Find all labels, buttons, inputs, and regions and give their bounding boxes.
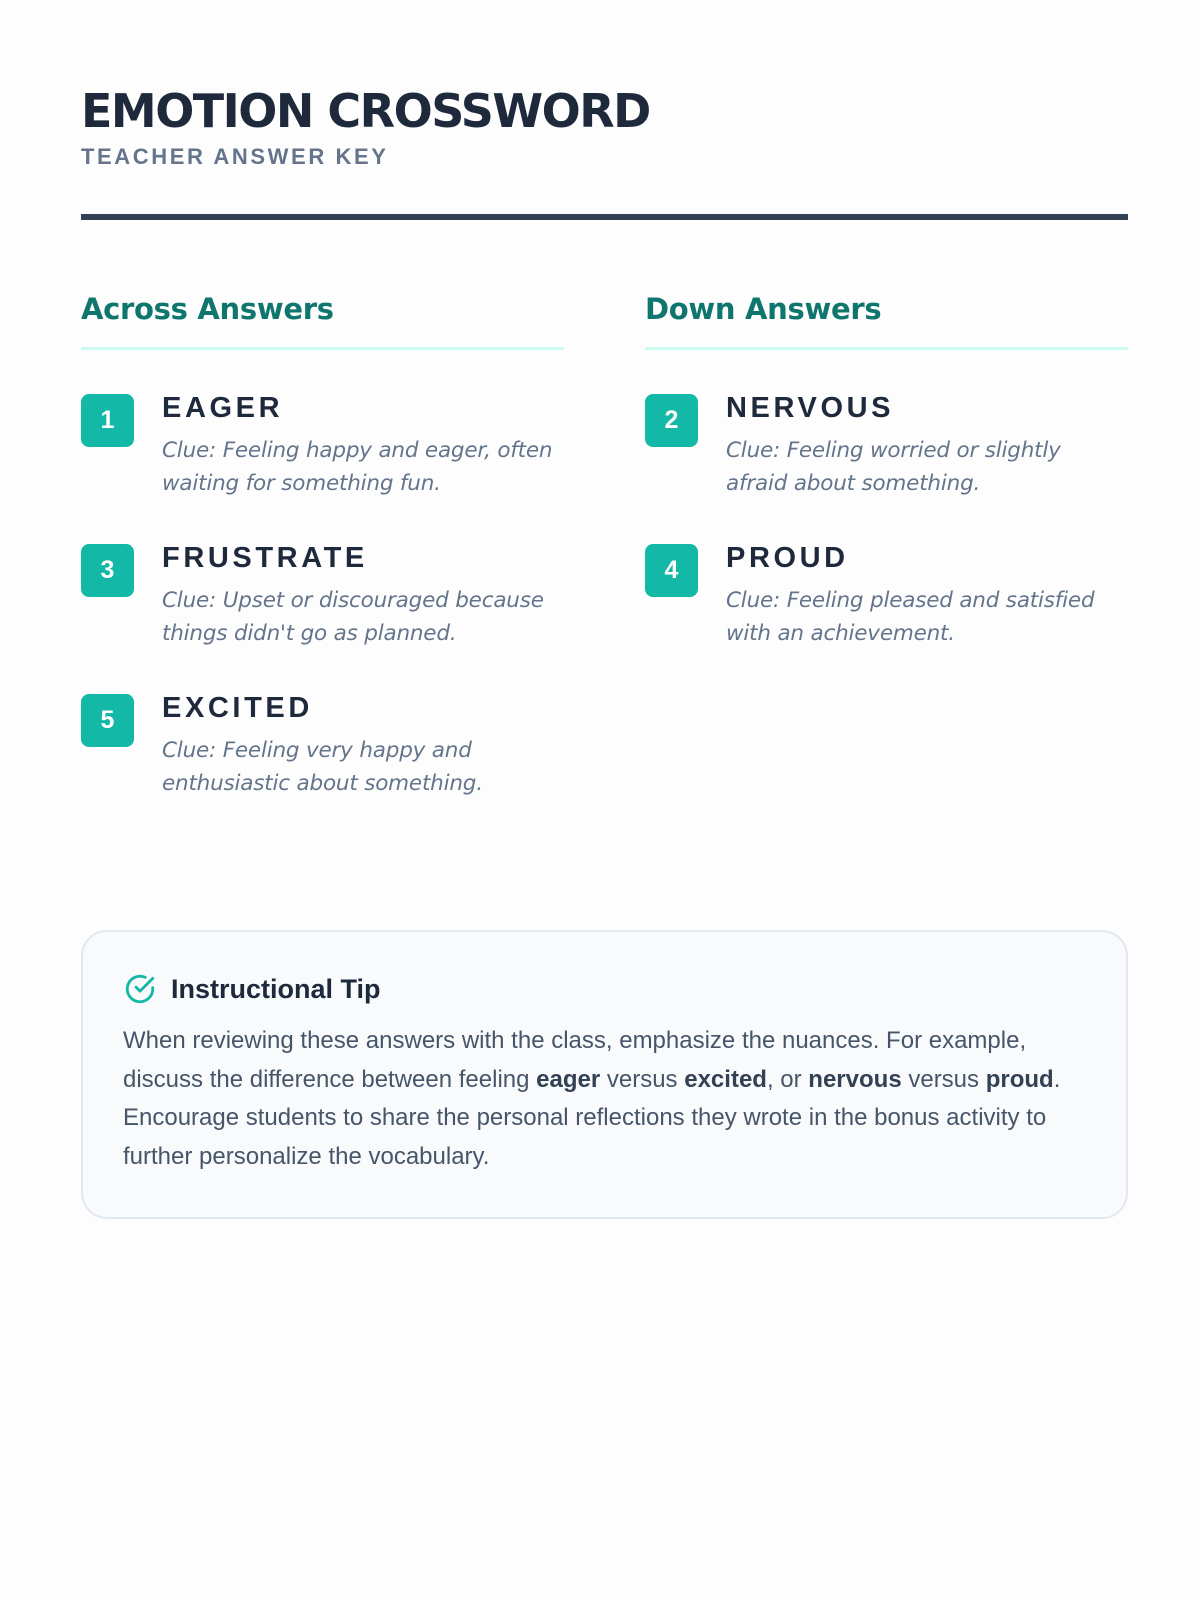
number-badge: 2: [645, 394, 698, 447]
answer-item: [81, 391, 564, 501]
check-circle-icon: [123, 972, 157, 1006]
down-heading: Down Answers: [645, 290, 1128, 350]
page-subtitle: TEACHER ANSWER KEY: [81, 144, 389, 169]
instructional-tip-box: [81, 930, 1128, 1219]
tip-header: [123, 972, 1086, 1006]
tip-text: versus: [901, 1065, 986, 1093]
number-badge: 3: [81, 544, 134, 597]
tip-text: versus: [600, 1065, 685, 1093]
number-badge: 5: [81, 694, 134, 747]
down-answers-column: [645, 290, 1128, 651]
tip-emphasis: excited: [684, 1065, 767, 1093]
answer-word: EAGER: [162, 392, 284, 424]
tip-text: When reviewing these answers with the class, emphasize the nuances. For example, discuss the difference between feeling: [123, 1027, 1027, 1093]
answer-word: FRUSTRATE: [162, 542, 368, 574]
answer-item: [81, 541, 564, 651]
tip-emphasis: proud: [985, 1065, 1054, 1093]
answer-clue: Clue: Feeling pleased and satisfied with an achievement.: [726, 588, 1095, 646]
answer-clue: Clue: Feeling very happy and enthusiastic about something.: [162, 738, 483, 796]
answer-item: [645, 391, 1128, 501]
tip-text: . Encourage students to share the personal reflections they wrote in the bonus activity to further personalize the vocabulary.: [123, 1065, 1061, 1170]
tip-title: Instructional Tip: [171, 973, 381, 1004]
answer-clue: Clue: Feeling happy and eager, often waiting for something fun.: [162, 438, 553, 496]
answer-word: EXCITED: [162, 692, 313, 724]
answer-item: [645, 541, 1128, 651]
page-title: EMOTION CROSSWORD: [81, 84, 650, 138]
answer-item: [81, 691, 564, 801]
across-heading: Across Answers: [81, 290, 564, 350]
answer-word: NERVOUS: [726, 392, 895, 424]
tip-emphasis: eager: [536, 1065, 601, 1093]
header-divider: [81, 214, 1128, 220]
answer-word: PROUD: [726, 542, 849, 574]
number-badge: 1: [81, 394, 134, 447]
tip-text: , or: [766, 1065, 809, 1093]
tip-body: [123, 1022, 1086, 1176]
tip-emphasis: nervous: [808, 1065, 902, 1093]
across-answers-column: [81, 290, 564, 801]
number-badge: 4: [645, 544, 698, 597]
answer-clue: Clue: Feeling worried or slightly afraid about something.: [726, 438, 1061, 496]
answer-clue: Clue: Upset or discouraged because things didn't go as planned.: [162, 588, 544, 646]
